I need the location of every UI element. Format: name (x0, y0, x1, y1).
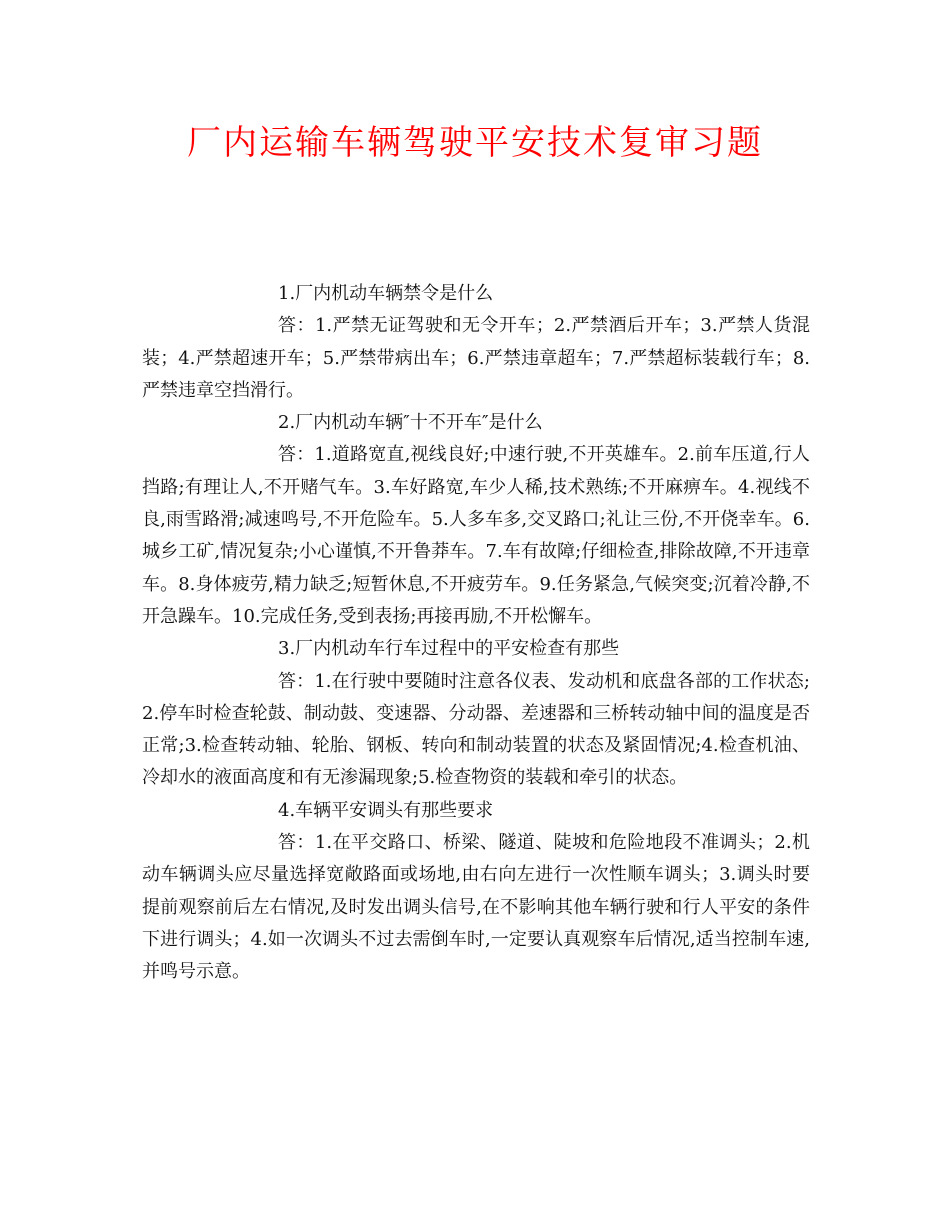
answer-4: 答：1.在平交路口、桥梁、隧道、陡坡和危险地段不准调头；2.机动车辆调头应尽量选择宽敞路面或场地,由右向左进行一次性顺车调头；3.调头时要提前观察前后左右情况,及时发出调头信号,在不影响其他车辆行驶和行人平安的条件下进行调头；4.如一次调头不过去需倒车时,一定要认真观察车后情况,适当控制车速,并鸣号示意。 (142, 832, 810, 983)
question-2: 2.厂内机动车辆″十不开车″是什么 (278, 412, 543, 434)
question-1: 1.厂内机动车辆禁令是什么 (278, 283, 494, 304)
answer-2: 答：1.道路宽直,视线良好;中速行驶,不开英雄车。2.前车压道,行人挡路;有理让人,不开赌气车。3.车好路宽,车少人稀,技术熟练;不开麻痹车。4.视线不良,雨雪路滑;减速鸣号,不开危险车。5.人多车多,交叉路口;礼让三份,不开侥幸车。6.城乡工矿,情况复杂;小心谨慎,不开鲁莽车。7.车有故障;仔细检查,排除故障,不开违章车。8.身体疲劳,精力缺乏;短暂休息,不开疲劳车。9.任务紧急,气候突变;沉着冷静,不开急躁车。10.完成任务,受到表扬;再接再励,不开松懈车。 (142, 444, 810, 627)
document-title: 厂内运输车辆驾驶平安技术复审习题 (187, 123, 763, 163)
question-3: 3.厂内机动车行车过程中的平安检查有那些 (278, 638, 620, 660)
question-4: 4.车辆平安调头有那些要求 (278, 799, 494, 821)
answer-3: 答：1.在行驶中要随时注意各仪表、发动机和底盘各部的工作状态;2.停车时检查轮鼓、制动鼓、变速器、分动器、差速器和三桥转动轴中间的温度是否正常;3.检查转动轴、轮胎、钢板、转向和制动装置的状态及紧固情况;4.检查机油、冷却水的液面高度和有无渗漏现象;5.检查物资的装载和牵引的状态。 (142, 670, 810, 789)
answer-1: 答：1.严禁无证驾驶和无令开车；2.严禁酒后开车；3.严禁人货混装；4.严禁超速开车；5.严禁带病出车；6.严禁违章超车；7.严禁超标装载行车；8.严禁违章空挡滑行。 (142, 315, 810, 401)
document-body (142, 278, 810, 989)
